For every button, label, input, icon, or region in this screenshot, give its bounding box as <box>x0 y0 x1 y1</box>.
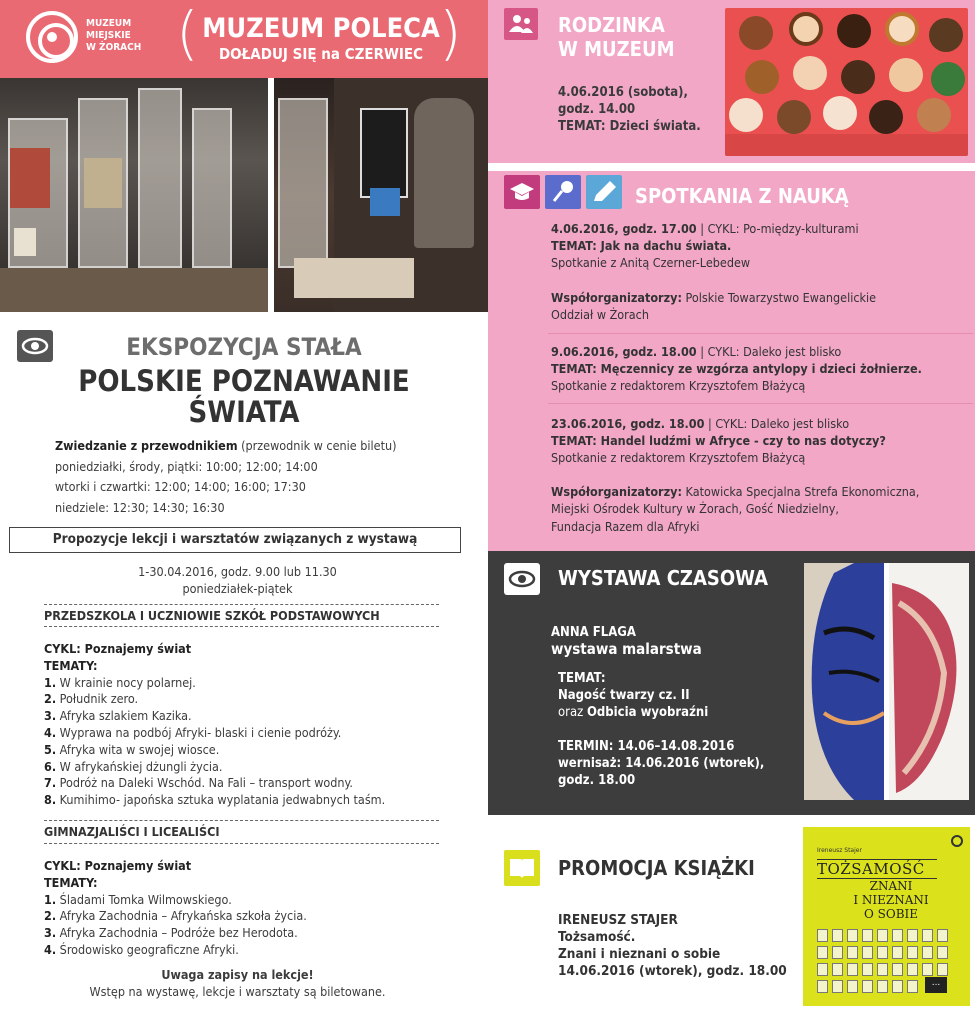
family-details: 4.06.2016 (sobota), godz. 14.00 TEMAT: Dzieci świata. <box>558 85 701 134</box>
museum-logo-icon <box>26 11 78 63</box>
cover-portrait <box>907 929 918 942</box>
paren-right: ) <box>439 0 462 67</box>
cover-portrait <box>817 963 828 976</box>
pencil-icon <box>586 175 622 209</box>
cover-portrait <box>907 946 918 959</box>
paren-left: ( <box>176 0 199 67</box>
header-title: MUZEUM POLECA <box>202 13 440 44</box>
cover-portrait <box>817 946 828 959</box>
cover-portrait <box>922 946 933 959</box>
temporary-exhibition-title: WYSTAWA CZASOWA <box>558 566 769 590</box>
list-item: 1. W krainie nocy polarnej. <box>44 674 196 690</box>
cover-portrait <box>847 980 858 993</box>
family-icon <box>504 8 538 40</box>
section-gap <box>488 163 975 171</box>
cover-portrait <box>922 963 933 976</box>
list-item: 8. Kumihimo- japońska sztuka wyplatania jedwabnych taśm. <box>44 792 386 808</box>
cover-portrait <box>892 946 903 959</box>
list-item: 3. Afryka Zachodnia – Podróże bez Herodota. <box>44 925 298 941</box>
cover-portrait <box>877 929 888 942</box>
cover-portrait <box>832 963 843 976</box>
list-item: 6. W afrykańskiej dżungli życia. <box>44 758 223 774</box>
cover-portrait <box>832 980 843 993</box>
list-item: 9.06.2016, godz. 18.00 | CYKL: Daleko jest blisko <box>551 344 842 360</box>
cover-portrait <box>832 946 843 959</box>
list-item: 2. Afryka Zachodnia – Afrykańska szkoła życia. <box>44 908 307 924</box>
footer-note: Uwaga zapisy na lekcje! Wstęp na wystawę, lekcje i warsztaty są biletowane. <box>89 967 386 999</box>
children-of-world-illustration <box>725 8 968 156</box>
divider <box>44 626 439 627</box>
cover-portrait <box>817 980 828 993</box>
book-icon <box>504 850 540 886</box>
cover-portrait <box>907 980 918 993</box>
divider <box>548 403 973 404</box>
list-item: 5. Afryka wita w swojej wiosce. <box>44 741 220 757</box>
cover-portrait <box>847 946 858 959</box>
cover-portrait <box>847 963 858 976</box>
list-item: 4.06.2016, godz. 17.00 | CYKL: Po-między-kulturami <box>551 221 859 236</box>
divider <box>44 604 439 605</box>
divider <box>44 843 439 844</box>
meetings-list: 4.06.2016, godz. 17.00 | CYKL: Po-między-kulturami TEMAT: Jak na dachu świata. Spotkanie z Anitą Czerner-Lebedew Współorganizatorzy: Polskie Towarzystwo Ewangelickie Oddział w Żorach 9.06.2016, godz. 18.00 | CYKL: Daleko jest blisko TEMAT: Męczennicy ze wzgórza antylopy i dzieci żołnierze. Spotkanie z redaktorem Krzysztofem Błażycą 23.06.2016, godz. 18.00 | CYKL: Daleko jest blisko TEMAT: Handel ludźmi w Afryce - czy to nas dotyczy? Spotkanie z redaktorem Krzysztofem Błażycą Współorganizatorzy: Katowicka Specjalna Strefa Ekonomiczna, Miejski Ośrodek Kultury w Żorach, Gość Niedzielny, Fundacja Razem dla Afryki <box>551 220 971 535</box>
list-item: 1. Śladami Tomka Wilmowskiego. <box>44 891 232 907</box>
group-heading-secondary: GIMNAZJALIŚCI I LICEALIŚCI <box>44 824 220 839</box>
painting-image <box>804 563 969 800</box>
cover-portrait <box>907 963 918 976</box>
group-topics-primary: CYKL: Poznajemy świat TEMATY: 1. W krainie nocy polarnej. 2. Południk zero. 3. Afryka szlakiem Kazika. 4. Wyprawa na podbój Afryki- blaski i cienie podróży. 5. Afryka wita w swojej wiosce. 6. W afrykańskiej dżungli życia. 7. Podróż na Daleki Wschód. Na Fali – transport wodny. 8. Kumihimo- japońska sztuka wyplatania jedwabnych taśm. <box>44 641 474 809</box>
book-promo-details: IRENEUSZ STAJER Tożsamość. Znani i nieznani o sobie 14.06.2016 (wtorek), godz. 18.00 <box>558 912 787 979</box>
divider <box>548 333 973 334</box>
cover-portrait <box>862 929 873 942</box>
cover-portrait <box>862 946 873 959</box>
list-item: 2. Południk zero. <box>44 691 139 707</box>
lessons-heading-box: Propozycje lekcji i warsztatów związanych z wystawą <box>9 527 461 553</box>
group-topics-secondary: CYKL: Poznajemy świat TEMATY: 1. Śladami Tomka Wilmowskiego. 2. Afryka Zachodnia – Afrykańska szkoła życia. 3. Afryka Zachodnia – Podróże bez Herodota. 4. Środowisko geograficzne Afryki. <box>44 858 474 959</box>
book-cover-image: Ireneusz Stajer TOŻSAMOŚĆ ZNANI I NIEZNANI O SOBIE ... <box>803 827 970 1006</box>
tour-schedule: Zwiedzanie z przewodnikiem (przewodnik w cenie biletu) poniedziałki, środy, piątki: 10:00; 12:00; 14:00 wtorki i czwartki: 12:00; 14:00; 16:00; 17:30 niedziele: 12:30; 14:30; 16:30 <box>55 438 397 515</box>
cover-portrait <box>877 946 888 959</box>
temporary-exhibition-details: ANNA FLAGA wystawa malarstwa TEMAT: Nagość twarzy cz. II oraz Odbicia wyobraźni TERMIN: 14.06–14.08.2016 wernisaż: 14.06.2016 (wtorek), godz. 18.00 <box>551 625 765 788</box>
cover-portrait <box>937 929 948 942</box>
exhibition-heading: EKSPOZYCJA STAŁA <box>126 333 362 361</box>
book-promo-title: PROMOCJA KSIĄŻKI <box>558 856 755 880</box>
lessons-dates: 1-30.04.2016, godz. 9.00 lub 11.30 poniedziałek-piątek <box>138 564 337 596</box>
eye-icon <box>504 563 540 595</box>
cover-portrait <box>892 929 903 942</box>
exhibition-name: POLSKIE POZNAWANIE ŚWIATA <box>78 364 410 429</box>
list-item: 4. Środowisko geograficzne Afryki. <box>44 941 239 957</box>
cover-portrait <box>847 929 858 942</box>
cover-portrait <box>892 963 903 976</box>
cover-portrait <box>937 963 948 976</box>
cover-portrait <box>937 946 948 959</box>
cover-portrait <box>877 963 888 976</box>
cover-portrait <box>877 980 888 993</box>
graduation-cap-icon <box>504 175 540 209</box>
cover-portrait <box>817 929 828 942</box>
meetings-title: SPOTKANIA Z NAUKĄ <box>635 184 849 208</box>
group-heading-primary: PRZEDSZKOLA I UCZNIOWIE SZKÓŁ PODSTAWOWYCH <box>44 608 380 623</box>
cover-portrait <box>862 963 873 976</box>
museum-logo-text: MUZEUM MIEJSKIE W ŻORACH <box>86 18 142 53</box>
list-item: 4. Wyprawa na podbój Afryki- blaski i cienie podróży. <box>44 724 342 740</box>
list-item: 7. Podróż na Daleki Wschód. Na Fali – transport wodny. <box>44 775 353 791</box>
header-subtitle: DOŁADUJ SIĘ na CZERWIEC <box>218 45 424 63</box>
cover-portrait <box>892 980 903 993</box>
family-title: RODZINKA W MUZEUM <box>558 13 675 61</box>
cover-portrait <box>862 980 873 993</box>
list-item: 3. Afryka szlakiem Kazika. <box>44 708 192 724</box>
divider <box>44 820 439 821</box>
list-item: 23.06.2016, godz. 18.00 | CYKL: Daleko jest blisko <box>551 415 850 431</box>
cover-portrait <box>832 929 843 942</box>
microphone-icon <box>545 175 581 209</box>
cover-portrait <box>922 929 933 942</box>
exhibition-photo-right <box>274 78 488 312</box>
exhibition-photo-left <box>0 78 268 312</box>
